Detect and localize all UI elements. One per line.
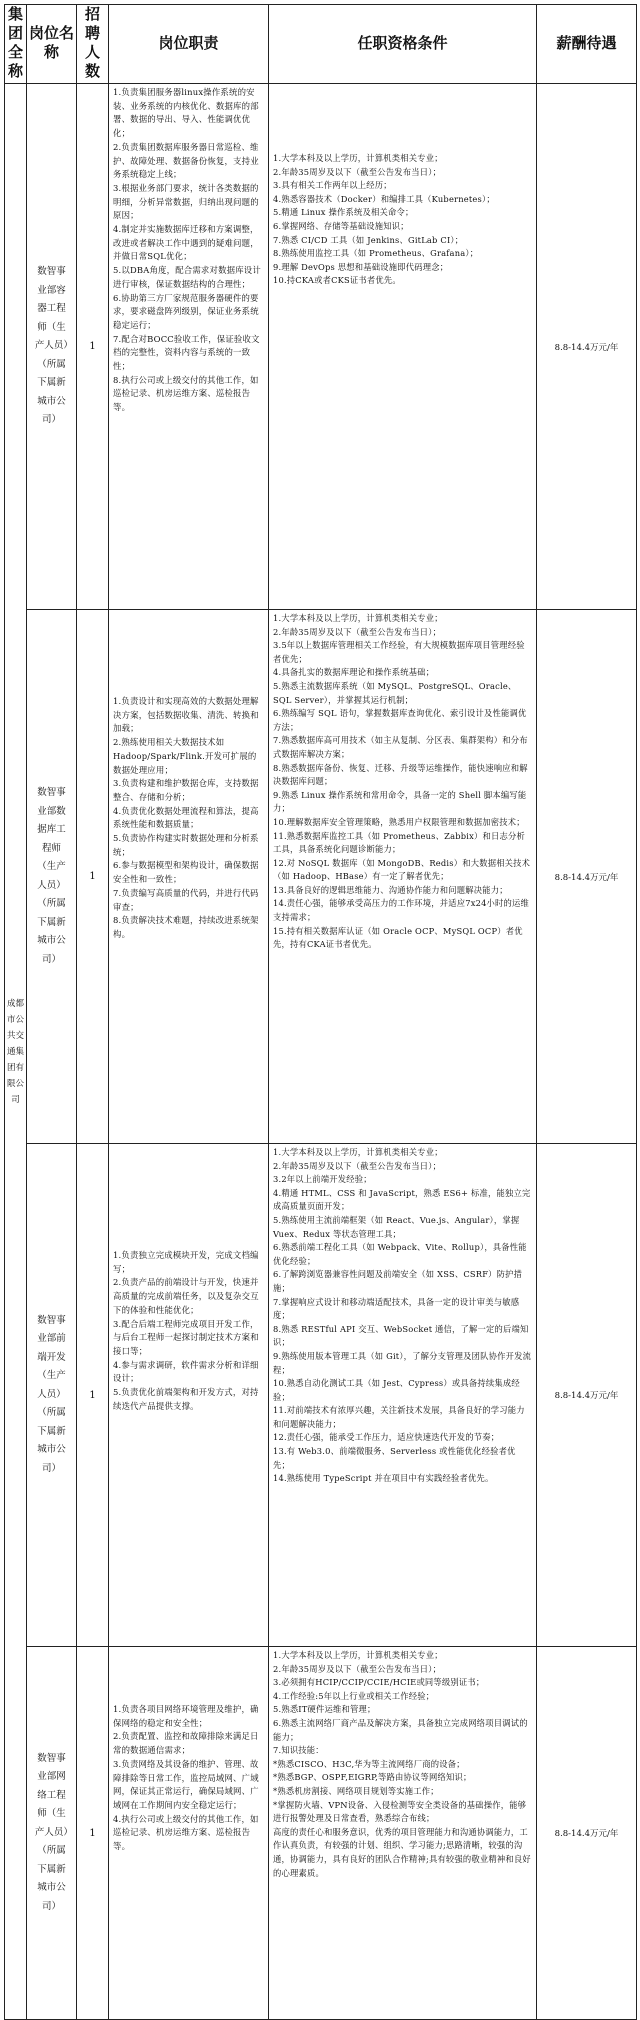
list-item: 8.熟练使用监控工具（如 Prometheus、Grafana）； <box>273 248 479 259</box>
count-cell: 1 <box>77 1144 109 1647</box>
list-item: 3.5年以上数据库管理相关工作经验，有大规模数据库项目管理经验者优先； <box>273 640 525 664</box>
group-name-cell: 成都市公共交通集团有限公司 <box>5 84 27 2020</box>
requirements-cell <box>269 610 537 1144</box>
list-item: 4.工作经验:5年以上行业或相关工作经验； <box>273 1690 435 1701</box>
list-item: 6.熟悉主流网络厂商产品及解决方案，具备独立完成网络项目调试的能力； <box>273 1717 528 1742</box>
header-count: 招聘人数 <box>77 5 109 84</box>
table-row <box>5 610 637 1144</box>
list-item: 1.大学本科及以上学历，计算机类相关专业； <box>273 1650 443 1660</box>
list-item: 5.负责优化前端架构和开发方式，对持续迭代产品提供支撑。 <box>113 1387 259 1411</box>
list-item: 1.大学本科及以上学历，计算机类相关专业； <box>273 1147 443 1157</box>
list-item: 13.具备良好的逻辑思维能力、沟通协作能力和问题解决能力； <box>273 884 508 895</box>
list-item: 12.责任心强，能承受工作压力，适应快速迭代开发的节奏； <box>273 1432 500 1443</box>
list-item: 10.持CKA或者CKS证书者优先。 <box>273 275 401 286</box>
list-item: 14.熟练使用 TypeScript 并在项目中有实践经验者优先。 <box>273 1473 494 1484</box>
header-duties: 岗位职责 <box>109 5 269 84</box>
list-item: 9.理解 DevOps 思想和基础设施即代码理念； <box>273 261 449 272</box>
list-item: 13.有 Web3.0、前端微服务、Serverless 或性能优化经验者优先； <box>273 1446 516 1470</box>
list-item: 4.执行公司或上级交付的其他工作，如巡检记录、机房运维方案、巡检报告等。 <box>113 1813 259 1852</box>
list-item: 3.配合后端工程师完成项目开发工作，与后台工程师一起探讨制定技术方案和接口等； <box>113 1318 259 1356</box>
list-item: 5.负责协作构建实时数据处理和分析系统； <box>113 833 259 857</box>
list-item: 7.负责编写高质量的代码，并进行代码审查； <box>113 887 259 912</box>
list-item: 3.具有相关工作两年以上经历； <box>273 180 392 191</box>
requirements-cell <box>269 1647 537 2020</box>
list-item: 7.知识技能： <box>273 1745 324 1756</box>
list-item: *熟悉机房割接、网络项目规划等实施工作； <box>273 1785 439 1796</box>
list-item: 7.配合对BOCC验收工作，保证验收文档的完整性，资料内容与系统的一致性； <box>113 333 260 372</box>
list-item: 4.制定并实施数据库迁移和方案调整，改进或者解决工作中遇到的疑难问题，并做日常SQL优化； <box>113 224 259 262</box>
list-item: 8.负责解决技术难题，持续改进系统架构。 <box>113 915 259 939</box>
count-cell: 1 <box>77 1647 109 2020</box>
list-item: 2.年龄35周岁及以下（截至公告发布当日）； <box>273 626 442 637</box>
requirements-cell <box>269 1144 537 1647</box>
list-item: 5.以DBA角度，配合需求对数据库设计进行审核，保证数据结构的合理性； <box>113 265 261 289</box>
salary-cell: 8.8-14.4万元/年 <box>537 84 637 610</box>
list-item: 7.熟悉数据库高可用技术（如主从复制、分区表、集群架构）和分布式数据库解决方案； <box>273 735 528 759</box>
position-cell: 数智事业部前端开发（生产人员）（所属下属新城市公司） <box>27 1144 77 1647</box>
list-item: 5.熟练使用主流前端框架（如 React、Vue.js、Angular），掌握 Vuex、Redux 等状态管理工具； <box>273 1214 520 1239</box>
salary-cell: 8.8-14.4万元/年 <box>537 610 637 1144</box>
list-item: 2.负责配置、监控和故障排除来满足日常的数据通信需求； <box>113 1731 259 1756</box>
list-item: 6.熟悉前端工程化工具（如 Webpack、Vite、Rollup），具备性能优化经验； <box>273 1242 527 1266</box>
list-item: 4.具备扎实的数据库理论和操作系统基础； <box>273 667 435 678</box>
list-item: 8.熟悉 RESTful API 交互、WebSocket 通信，了解一定的后端知识； <box>273 1323 529 1348</box>
list-item: 2.负责产品的前端设计与开发，快速并高质量的完成前端任务，以及复杂交互下的体验和性能优化； <box>113 1277 259 1315</box>
list-item: 5.精通 Linux 操作系统及相关命令； <box>273 207 414 218</box>
list-item: 9.熟悉 Linux 操作系统和常用命令，具备一定的 Shell 脚本编写能力； <box>273 789 527 814</box>
list-item: 1.负责各项目网络环境管理及维护，确保网络的稳定和安全性； <box>113 1704 259 1728</box>
list-item: 2.负责集团数据库服务器日常巡检、维护、故障处理、数据备份恢复，支持业务系统稳定上线； <box>113 141 259 180</box>
list-item: 4.熟悉容器技术（Docker）和编排工具（Kubernetes）； <box>273 193 495 204</box>
list-item: 12.对 NoSQL 数据库（如 MongoDB、Redis）和大数据相关技术（如 Hadoop、HBase）有一定了解者优先； <box>273 857 531 882</box>
header-salary: 薪酬待遇 <box>537 5 637 84</box>
header-requirements: 任职资格条件 <box>269 5 537 84</box>
table-header-row <box>5 5 637 84</box>
list-item: 3.负责网络及其设备的维护、管理、故障排除等日常工作，监控局域网、广域网，保证其正常运行，确保局域网、广域网在工作期间内安全稳定运行； <box>113 1758 259 1810</box>
list-item: 6.了解跨浏览器兼容性问题及前端安全（如 XSS、CSRF）防护措施； <box>273 1269 523 1293</box>
position-cell: 数智事业部网络工程师（生产人员）（所属下属新城市公司） <box>27 1647 77 2020</box>
list-item: 8.熟悉数据库备份、恢复、迁移、升级等运维操作，能快速响应和解决数据库问题； <box>273 762 528 787</box>
list-item: 4.参与需求调研，软件需求分析和详细设计； <box>113 1359 259 1384</box>
list-item: 6.协助第三方厂家规范服务器硬件的要求，要求磁盘阵列级别，保证业务系统稳定运行； <box>113 292 259 330</box>
position-cell: 数智事业部容器工程师（生产人员）（所属下属新城市公司） <box>27 84 77 610</box>
header-group: 集团全称 <box>5 5 27 84</box>
list-item: 1.大学本科及以上学历，计算机类相关专业； <box>273 153 443 163</box>
salary-cell: 8.8-14.4万元/年 <box>537 1647 637 2020</box>
list-item: *熟悉CISCO、H3C,华为等主流网络厂商的设备； <box>273 1758 465 1769</box>
list-item: 5.熟悉IT硬件运维和管理； <box>273 1704 376 1715</box>
duties-cell <box>109 84 269 610</box>
list-item: 高度的责任心和服务意识，优秀的项目管理能力和沟通协调能力，工作认真负责，有较强的计划、组织、学习能力;思路清晰，较强的沟通，协调能力，具有良好的团队合作精神;具有较强的敬业精神和良好的心理素质。 <box>273 1826 531 1878</box>
salary-cell: 8.8-14.4万元/年 <box>537 1144 637 1647</box>
list-item: 11.对前端技术有浓厚兴趣，关注新技术发展，具备良好的学习能力和问题解决能力； <box>273 1405 525 1429</box>
list-item: 7.熟悉 CI/CD 工具（如 Jenkins、GitLab CI）； <box>273 234 464 245</box>
list-item: 1.负责独立完成模块开发，完成文档编写； <box>113 1250 259 1274</box>
list-item: 4.精通 HTML、CSS 和 JavaScript，熟悉 ES6+ 标准，能独立完成高质量页面开发； <box>273 1187 531 1212</box>
list-item: 5.熟悉主流数据库系统（如 MySQL、PostgreSQL、Oracle、SQL Server），并掌握其运行机制； <box>273 680 517 705</box>
table-row <box>5 1144 637 1647</box>
list-item: 2.年龄35周岁及以下（截至公告发布当日）； <box>273 1160 442 1171</box>
list-item: *掌握防火墙、VPN设备、入侵检测等安全类设备的基础操作，能够进行报警处理及日常查看，熟悉综合布线； <box>273 1799 527 1824</box>
list-item: 9.熟练使用版本管理工具（如 Git），了解分支管理及团队协作开发流程； <box>273 1350 532 1375</box>
duties-cell <box>109 1647 269 2020</box>
duties-cell <box>109 1144 269 1647</box>
list-item: 3.必须拥有HCIP/CCIP/CCIE/HCIE或同等级别证书； <box>273 1677 485 1688</box>
table-row <box>5 1647 637 2020</box>
duties-cell <box>109 610 269 1144</box>
table-row <box>5 84 637 610</box>
list-item: 1.负责集团服务器linux操作系统的安装、业务系统的内核优化、数据库的部署、数据的导出、导入、性能调优优化； <box>113 87 259 139</box>
list-item: 3.负责构建和维护数据仓库，支持数据整合、存储和分析； <box>113 778 259 802</box>
header-position: 岗位名称 <box>27 5 77 84</box>
list-item: 8.执行公司或上级交付的其他工作，如巡检记录、机房运维方案、巡检报告等。 <box>113 374 259 413</box>
list-item: 6.掌握网络、存储等基础设施知识； <box>273 220 409 231</box>
list-item: 1.大学本科及以上学历，计算机类相关专业； <box>273 613 443 623</box>
list-item: 2.熟练使用相关大数据技术如Hadoop/Spark/Flink.开发可扩展的数据处理应用； <box>113 737 257 775</box>
list-item: 10.熟悉自动化测试工具（如 Jest、Cypress）或具备持续集成经验； <box>273 1378 520 1402</box>
list-item: 3.2年以上前端开发经验； <box>273 1174 372 1185</box>
list-item: 4.负责优化数据处理流程和算法，提高系统性能和数据质量； <box>113 805 259 830</box>
list-item: *熟悉BGP、OSPF,EIGRP,等路由协议等网络知识； <box>273 1772 472 1783</box>
list-item: 1.负责设计和实现高效的大数据处理解决方案，包括数据收集、清洗、转换和加载； <box>113 696 259 734</box>
list-item: 3.根据业务部门要求，统计各类数据的明细，分析异常数据，归纳出现问题的原因； <box>113 182 259 221</box>
list-item: 11.熟悉数据库监控工具（如 Prometheus、Zabbix）和日志分析工具，具备系统化问题诊断能力； <box>273 830 525 855</box>
list-item: 7.掌握响应式设计和移动端适配技术，具备一定的设计审美与敏感度； <box>273 1296 520 1321</box>
list-item: 10.理解数据库安全管理策略，熟悉用户权限管理和数据加密技术； <box>273 816 525 827</box>
list-item: 2.年龄35周岁及以下（截至公告发布当日）； <box>273 1663 442 1674</box>
list-item: 6.参与数据模型和架构设计，确保数据安全性和一致性； <box>113 860 259 885</box>
count-cell: 1 <box>77 610 109 1144</box>
list-item: 6.熟练编写 SQL 语句，掌握数据库查询优化、索引设计及性能调优方法； <box>273 708 527 732</box>
list-item: 14.责任心强，能够承受高压力的工作环境，并适应7x24小时的运维支持需求； <box>273 898 530 923</box>
list-item: 2.年龄35周岁及以下（截至公告发布当日）； <box>273 166 442 177</box>
position-cell: 数智事业部数据库工程师（生产人员）（所属下属新城市公司） <box>27 610 77 1144</box>
count-cell: 1 <box>77 84 109 610</box>
requirements-cell <box>269 84 537 610</box>
list-item: 15.持有相关数据库认证（如 Oracle OCP、MySQL OCP）者优先，持有CKA证书者优先。 <box>273 925 523 950</box>
recruitment-table <box>4 4 637 2020</box>
